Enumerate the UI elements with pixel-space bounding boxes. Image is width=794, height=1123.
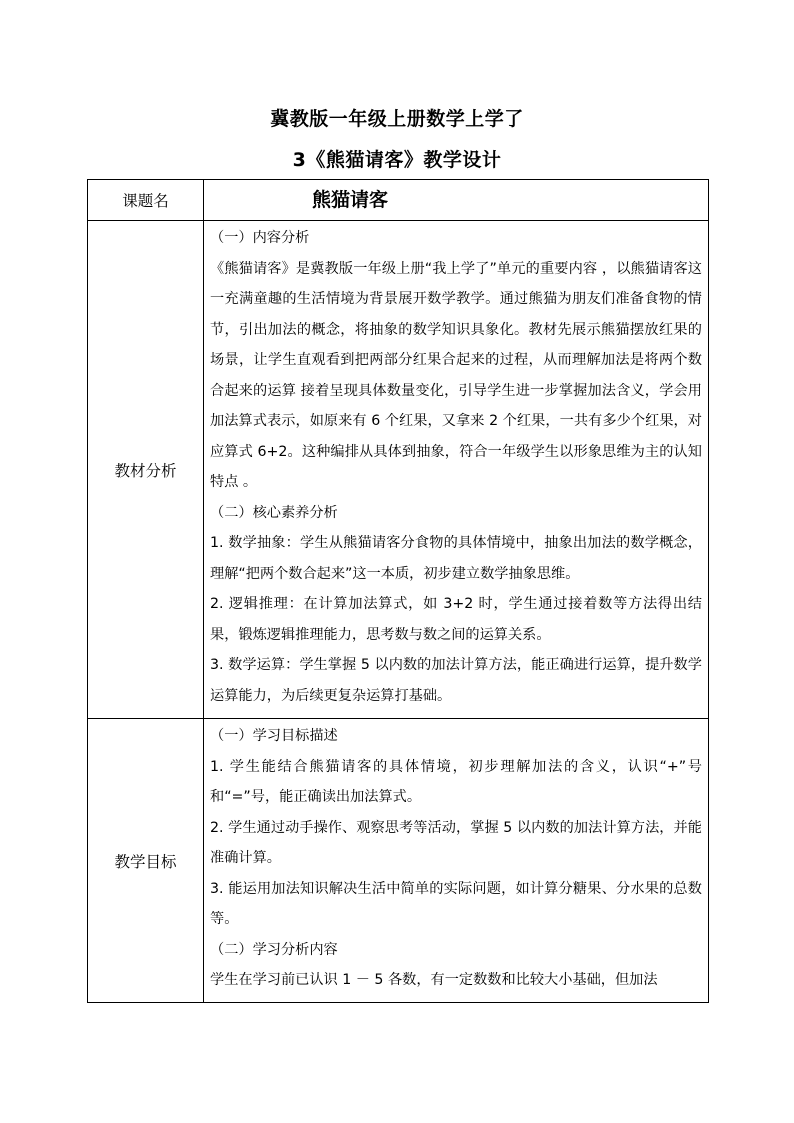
core-literacy-item-2: 2. 逻辑推理：在计算加法算式，如 3+2 时，学生通过接着数等方法得出结果，锻炼逻辑推理能力，思考数与数之间的运算关系。 [210,596,702,643]
teaching-goals-cell [204,719,709,1003]
table-row-topic [88,180,709,221]
lesson-plan-table [87,179,709,1003]
learning-goal-item-2: 2. 学生通过动手操作、观察思考等活动，掌握 5 以内数的加法计算方法，并能准确计算。 [210,819,702,866]
document-subtitle: 3《熊猫请客》教学设计 [292,149,502,171]
learning-analysis-paragraph: 学生在学习前已认识 1 － 5 各数，有一定数数和比较大小基础，但加法 [210,972,658,988]
topic-cell [204,180,709,221]
learning-goal-item-3: 3. 能运用加法知识解决生活中简单的实际问题，如计算分糖果、分水果的总数等。 [210,880,702,927]
topic-label: 课题名 [88,180,204,221]
material-analysis-cell [204,221,709,719]
table-row-material-analysis [88,221,709,719]
learning-goals-heading: （一）学习目标描述 [210,728,338,744]
content-analysis-paragraph: 《熊猫请客》是冀教版一年级上册“我上学了”单元的重要内容 ，以熊猫请客这一充满童趣的生活情境为背景展开数学教学。通过熊猫为朋友们准备食物的情节，引出加法的概念，将抽象的数学知识具象化。教材先展示熊猫摆放红果的场景，让学生直观看到把两部分红果合起来的过程，从而理解加法是将两个数合起来的运算 接着呈现具体数量变化，引导学生进一步掌握加法含义，学会用加法算式表示，如原来有 6 个红果，又拿来 2 个红果，一共有多少个红果，对应算式 6+2。这种编排从具体到抽象，符合一年级学生以形象思维为主的认知特点 。 [210,260,702,490]
core-literacy-item-3: 3. 数学运算：学生掌握 5 以内数的加法计算方法，能正确进行运算，提升数学运算能力，为后续更复杂运算打基础。 [210,657,702,704]
learning-analysis-heading: （二）学习分析内容 [210,941,338,958]
topic-value: 熊猫请客 [312,189,389,211]
teaching-goals-label: 教学目标 [88,719,204,1003]
table-row-teaching-goals [88,719,709,1003]
content-analysis-heading: （一）内容分析 [210,230,310,246]
document-title: 冀教版一年级上册数学上学了 [270,108,524,130]
core-literacy-item-1: 1. 数学抽象：学生从熊猫请客分食物的具体情境中，抽象出加法的数学概念，理解“把两个数合起来”这一本质，初步建立数学抽象思维。 [210,535,702,582]
material-analysis-label: 教材分析 [88,221,204,719]
core-literacy-heading: （二）核心素养分析 [210,504,338,521]
learning-goal-item-1: 1. 学生能结合熊猫请客的具体情境，初步理解加法的含义，认识“+”号和“=”号，能正确读出加法算式。 [210,758,702,805]
